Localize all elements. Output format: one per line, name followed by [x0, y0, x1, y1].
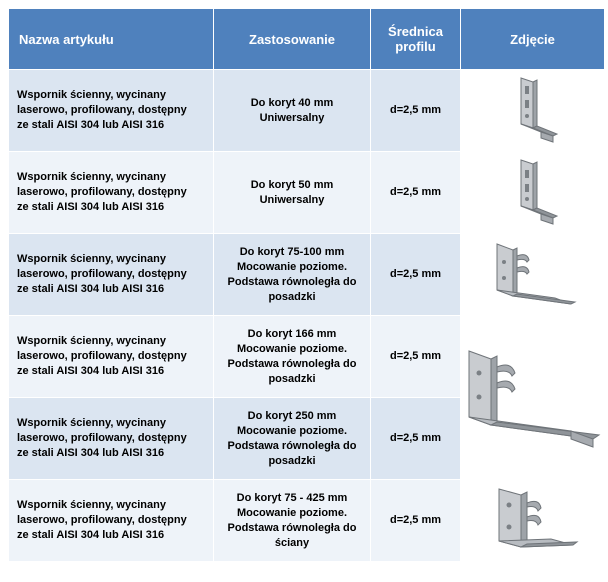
bracket-image-medium: [487, 238, 579, 312]
usage-line: Podstawa równoległa do: [227, 357, 357, 370]
product-name-line: laserowo, profilowany, dostępny: [17, 268, 187, 280]
diameter-cell: d=2,5 mm: [371, 480, 461, 562]
diameter-cell: d=2,5 mm: [371, 152, 461, 234]
usage-line: Mocowanie poziome.: [236, 260, 347, 273]
product-name-line: ze stali AISI 304 lub AISI 316: [17, 447, 165, 459]
usage-line: Do koryt 166 mm: [247, 327, 337, 340]
usage-cell: [214, 234, 371, 316]
product-name-line: laserowo, profilowany, dostępny: [17, 514, 187, 526]
product-name-line: laserowo, profilowany, dostępny: [17, 104, 187, 116]
usage-line: Do koryt 50 mm: [250, 178, 334, 191]
product-name-line: laserowo, profilowany, dostępny: [17, 186, 187, 198]
usage-line: Do koryt 250 mm: [247, 409, 337, 422]
header-diameter-line1: Średnica: [388, 24, 443, 39]
photo-cell: [461, 480, 605, 562]
bracket-image-small: [503, 156, 563, 230]
photo-cell: [461, 70, 605, 152]
usage-line: Podstawa równoległa do: [227, 275, 357, 288]
usage-cell: [214, 70, 371, 152]
usage-cell: [214, 316, 371, 398]
usage-cell: [214, 398, 371, 480]
usage-line: Do koryt 40 mm: [250, 96, 334, 109]
bracket-image-large: [465, 343, 601, 453]
usage-line: ściany: [274, 536, 310, 549]
usage-line: posadzki: [268, 290, 316, 303]
diameter-cell: d=2,5 mm: [371, 70, 461, 152]
usage-cell: [214, 152, 371, 234]
product-name-cell: [9, 480, 214, 562]
usage-line: Uniwersalny: [259, 193, 325, 206]
table-row: [9, 234, 605, 316]
product-name-line: ze stali AISI 304 lub AISI 316: [17, 365, 165, 377]
diameter-cell: d=2,5 mm: [371, 234, 461, 316]
product-name-line: Wspornik ścienny, wycinany: [17, 253, 166, 265]
usage-line: Uniwersalny: [259, 111, 325, 124]
usage-line: posadzki: [268, 454, 316, 467]
usage-line: posadzki: [268, 372, 316, 385]
product-table: [8, 8, 605, 562]
header-diameter: [371, 9, 461, 70]
product-name-line: Wspornik ścienny, wycinany: [17, 417, 166, 429]
diameter-cell: d=2,5 mm: [371, 398, 461, 480]
usage-line: Podstawa równoległa do: [227, 521, 357, 534]
usage-line: Podstawa równoległa do: [227, 439, 357, 452]
header-name: Nazwa artykułu: [9, 9, 214, 70]
table-row: [9, 70, 605, 152]
usage-line: Do koryt 75-100 mm: [239, 245, 345, 258]
product-name-line: Wspornik ścienny, wycinany: [17, 499, 166, 511]
product-name-line: ze stali AISI 304 lub AISI 316: [17, 283, 165, 295]
header-photo: Zdjęcie: [461, 9, 605, 70]
product-name-cell: [9, 234, 214, 316]
usage-line: Mocowanie poziome.: [236, 424, 347, 437]
product-name-line: ze stali AISI 304 lub AISI 316: [17, 529, 165, 541]
header-row: [9, 9, 605, 70]
header-diameter-line2: profilu: [395, 39, 436, 54]
product-name-line: ze stali AISI 304 lub AISI 316: [17, 119, 165, 131]
product-name-line: Wspornik ścienny, wycinany: [17, 89, 166, 101]
product-name-cell: [9, 70, 214, 152]
table-row: [9, 480, 605, 562]
product-name-line: Wspornik ścienny, wycinany: [17, 171, 166, 183]
product-name-line: ze stali AISI 304 lub AISI 316: [17, 201, 165, 213]
product-name-line: Wspornik ścienny, wycinany: [17, 335, 166, 347]
usage-line: Do koryt 75 - 425 mm: [236, 491, 348, 504]
diameter-cell: d=2,5 mm: [371, 316, 461, 398]
table-row: [9, 152, 605, 234]
photo-cell: [461, 152, 605, 234]
usage-line: Mocowanie poziome.: [236, 342, 347, 355]
product-name-cell: [9, 152, 214, 234]
product-name-cell: [9, 398, 214, 480]
usage-cell: [214, 480, 371, 562]
photo-cell: [461, 234, 605, 316]
bracket-image-small: [503, 74, 563, 148]
product-name-line: laserowo, profilowany, dostępny: [17, 350, 187, 362]
header-use: Zastosowanie: [214, 9, 371, 70]
table-row: [9, 316, 605, 398]
usage-line: Mocowanie poziome.: [236, 506, 347, 519]
product-name-cell: [9, 316, 214, 398]
photo-cell: [461, 316, 605, 480]
bracket-image-wall: [485, 483, 581, 559]
product-name-line: laserowo, profilowany, dostępny: [17, 432, 187, 444]
